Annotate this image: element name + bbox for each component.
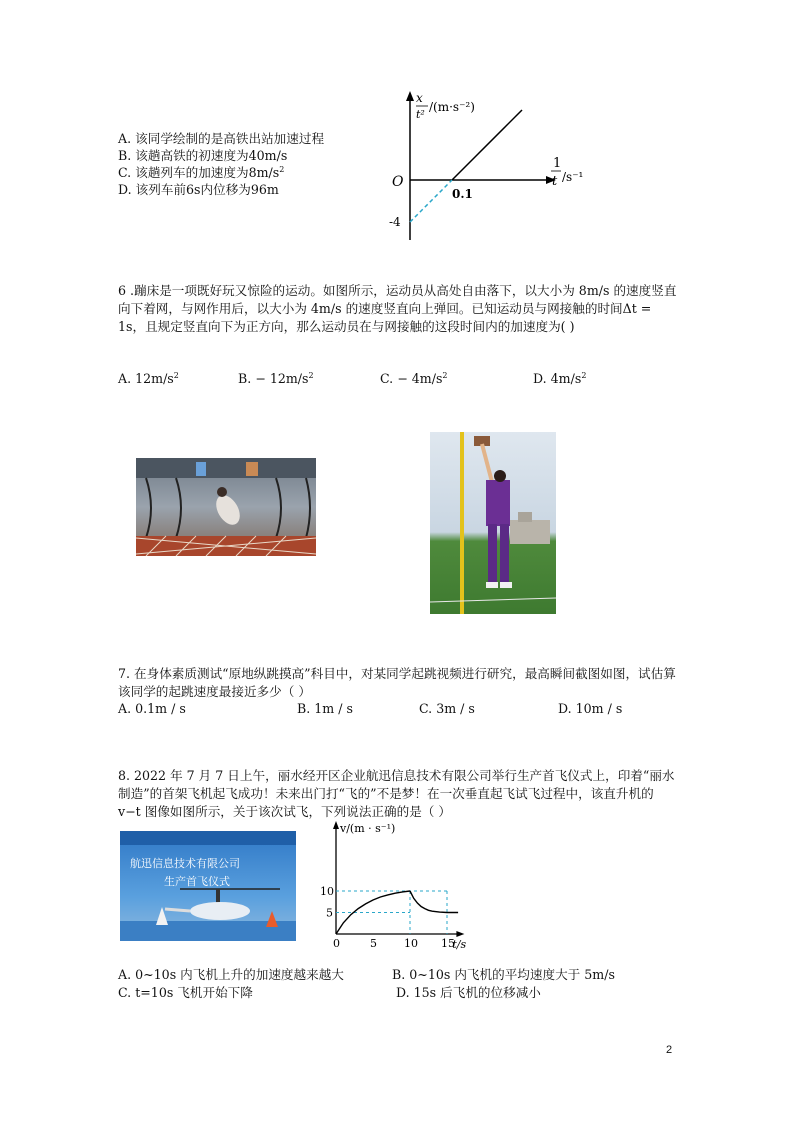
x-label-unit: /s⁻¹ xyxy=(562,170,584,184)
q6-stem: 6 .蹦床是一项既好玩又惊险的运动。如图所示，运动员从高处自由落下，以大小为 8m/s 的速度竖直向下着网，与网作用后，以大小为 4m/s 的速度竖直向上弹回。已知运动员与网接触的时间Δt = 1s，且规定竖直向下为正方向，那么运动员在与网接触的这段时间内的加速度为( ) xyxy=(118,283,677,334)
y-axis-arrow xyxy=(406,91,414,101)
y-tick-label: -4 xyxy=(389,215,401,229)
x-label-den: t xyxy=(552,174,558,189)
q6-option-c[interactable]: C. − $4m/s^2$ xyxy=(380,371,448,386)
q6-option-b[interactable]: B. − $12m/s^2$ xyxy=(238,371,314,386)
q6-option-d[interactable]: D. $4m/s^2$ xyxy=(533,371,587,386)
y-label-num: x xyxy=(416,91,423,105)
q7-option-c[interactable]: C. 3m / s xyxy=(419,701,475,716)
q8-option-a[interactable]: A. 0~10s 内飞机上升的加速度越来越大 xyxy=(118,967,344,982)
origin-label: O xyxy=(392,174,404,190)
y-tick-10: 10 xyxy=(320,885,334,898)
x-tick-10: 10 xyxy=(404,937,418,950)
q5-graph xyxy=(380,85,600,245)
q8-option-c[interactable]: C. t=10s 飞机开始下降 xyxy=(118,985,253,1000)
trampoline-photo xyxy=(136,458,316,556)
q5-options xyxy=(118,130,324,198)
page-number: 2 xyxy=(666,1044,673,1056)
x-axis-arrow xyxy=(456,931,464,937)
y-axis-arrow xyxy=(333,821,339,829)
q8-option-b[interactable]: B. 0~10s 内飞机的平均速度大于 5m/s xyxy=(392,967,615,982)
y-tick-5: 5 xyxy=(326,906,333,920)
banner-line-1: 航迅信息技术有限公司 xyxy=(130,857,240,870)
graph-dashed-line xyxy=(410,180,452,222)
q5-option-c[interactable]: C. 该趟列车的加速度为$8m/s^2$ xyxy=(118,165,285,180)
x-tick-5: 5 xyxy=(370,937,377,950)
q5-option-a[interactable]: A. 该同学绘制的是高铁出站加速过程 xyxy=(118,131,325,146)
q8-stem: 8. 2022 年 7 月 7 日上午，丽水经开区企业航迅信息技术有限公司举行生产首飞仪式上，印着“丽水制造”的首架飞机起飞成功！未来出门打“飞的”不是梦！在一次垂直起飞试飞过程中，该直升机的 v−t 图像如图所示，关于该次试飞，下列说法正确的是（ ） xyxy=(118,768,675,819)
q7-option-b[interactable]: B. 1m / s xyxy=(297,701,353,716)
x-tick-0: 0 xyxy=(333,937,340,950)
x-tick-15: 15 xyxy=(441,937,455,950)
x-tick-label: 0.1 xyxy=(452,187,473,201)
q7-stem: 7. 在身体素质测试“原地纵跳摸高”科目中，对某同学起跳视频进行研究，最高瞬间截图如图，试估算该同学的起跳速度最接近多少（ ） xyxy=(118,666,676,699)
graph-solid-line xyxy=(452,110,522,180)
y-label-den: t² xyxy=(416,108,425,121)
q6-option-a[interactable]: A. $12m/s^2$ xyxy=(118,371,179,386)
y-label-unit: /(m·s⁻²) xyxy=(429,100,475,114)
q8-option-d[interactable]: D. 15s 后飞机的位移减小 xyxy=(396,985,541,1000)
first-flight-photo xyxy=(120,831,296,941)
q7-option-d[interactable]: D. 10m / s xyxy=(558,701,623,716)
series-line-1 xyxy=(410,891,458,913)
q5-option-d[interactable]: D. 该列车前6s内位移为96m xyxy=(118,182,279,197)
x-label-num: 1 xyxy=(553,156,562,171)
y-axis-label: v/(m · s⁻¹) xyxy=(340,822,396,835)
jump-reach-photo xyxy=(430,432,556,614)
q7-option-a[interactable]: A. 0.1m / s xyxy=(118,701,186,716)
x-axis-label: t/s xyxy=(452,938,467,951)
banner-line-2: 生产首飞仪式 xyxy=(164,875,230,888)
q8-vt-chart xyxy=(318,818,498,954)
q5-option-b[interactable]: B. 该趟高铁的初速度为40m/s xyxy=(118,148,288,163)
